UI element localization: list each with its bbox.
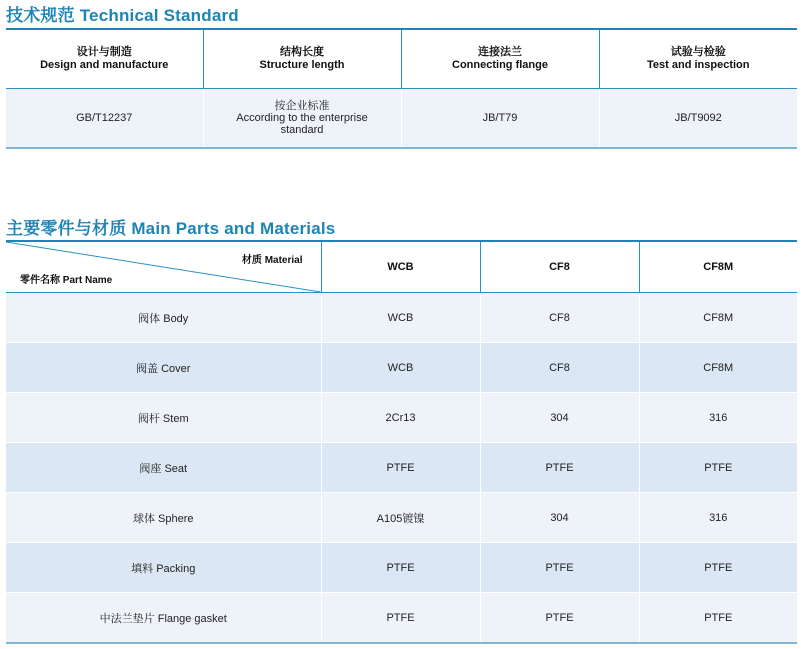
standard-header-row xyxy=(6,29,797,89)
table-row xyxy=(6,443,797,493)
value-design-manufacture xyxy=(6,89,203,149)
material-cell: 316 xyxy=(639,393,797,443)
header-en: Structure length xyxy=(259,59,345,71)
material-cell: PTFE xyxy=(639,543,797,593)
value-line: JB/T9092 xyxy=(674,112,722,124)
standard-value-row xyxy=(6,89,797,149)
header-cn: 连接法兰 xyxy=(478,46,522,58)
section-title-main-parts: 主要零件与材质 Main Parts and Materials xyxy=(6,219,336,238)
header-structure-length xyxy=(203,29,401,89)
materials-table xyxy=(6,240,797,644)
part-name-cell: 填料 Packing xyxy=(6,543,321,593)
material-cell: PTFE xyxy=(639,593,797,644)
header-test-inspection xyxy=(599,29,797,89)
header-design-manufacture xyxy=(6,29,203,89)
corner-header-cell xyxy=(6,241,321,293)
material-cell: CF8 xyxy=(480,343,639,393)
material-cell: CF8 xyxy=(480,293,639,343)
column-header-cf8m: CF8M xyxy=(639,241,797,293)
part-name-cell: 阀盖 Cover xyxy=(6,343,321,393)
material-cell: PTFE xyxy=(321,543,480,593)
materials-header-row xyxy=(6,241,797,293)
material-cell: WCB xyxy=(321,293,480,343)
part-name-cell: 阀杆 Stem xyxy=(6,393,321,443)
header-cn: 结构长度 xyxy=(280,46,324,58)
material-cell: A105镀镍 xyxy=(321,493,480,543)
corner-label-material: 材质 Material xyxy=(241,255,303,266)
header-cn: 试验与检验 xyxy=(670,46,726,58)
value-line: JB/T79 xyxy=(482,112,518,124)
table-row xyxy=(6,293,797,343)
material-cell: PTFE xyxy=(480,593,639,644)
table-row xyxy=(6,593,797,644)
part-name-cell: 中法兰垫片 Flange gasket xyxy=(6,593,321,644)
material-cell: CF8M xyxy=(639,293,797,343)
material-cell: PTFE xyxy=(639,443,797,493)
header-en: Connecting flange xyxy=(452,59,548,71)
part-name-cell: 阀座 Seat xyxy=(6,443,321,493)
value-connecting-flange xyxy=(401,89,599,149)
value-line: GB/T12237 xyxy=(76,112,133,124)
table-row xyxy=(6,493,797,543)
material-cell: 304 xyxy=(480,393,639,443)
part-name-cell: 阀体 Body xyxy=(6,293,321,343)
header-en: Design and manufacture xyxy=(40,59,169,71)
header-en: Test and inspection xyxy=(647,59,750,71)
part-name-cell: 球体 Sphere xyxy=(6,493,321,543)
table-row xyxy=(6,543,797,593)
section-title-technical-standard: 技术规范 Technical Standard xyxy=(6,6,239,25)
column-header-wcb: WCB xyxy=(321,241,480,293)
material-cell: 316 xyxy=(639,493,797,543)
material-cell: 304 xyxy=(480,493,639,543)
value-line: 按企业标准 xyxy=(274,100,330,112)
column-header-cf8: CF8 xyxy=(480,241,639,293)
header-connecting-flange xyxy=(401,29,599,89)
value-test-inspection xyxy=(599,89,797,149)
table-row xyxy=(6,343,797,393)
material-cell: CF8M xyxy=(639,343,797,393)
header-cn: 设计与制造 xyxy=(76,46,132,58)
material-cell: PTFE xyxy=(480,443,639,493)
material-cell: PTFE xyxy=(321,443,480,493)
technical-standard-table xyxy=(6,28,797,149)
value-structure-length xyxy=(203,89,401,149)
material-cell: PTFE xyxy=(480,543,639,593)
corner-label-part-name: 零件名称 Part Name xyxy=(20,275,113,286)
value-line: According to the enterprise xyxy=(236,112,368,124)
table-row xyxy=(6,393,797,443)
value-line: standard xyxy=(280,124,324,136)
material-cell: 2Cr13 xyxy=(321,393,480,443)
material-cell: WCB xyxy=(321,343,480,393)
material-cell: PTFE xyxy=(321,593,480,644)
